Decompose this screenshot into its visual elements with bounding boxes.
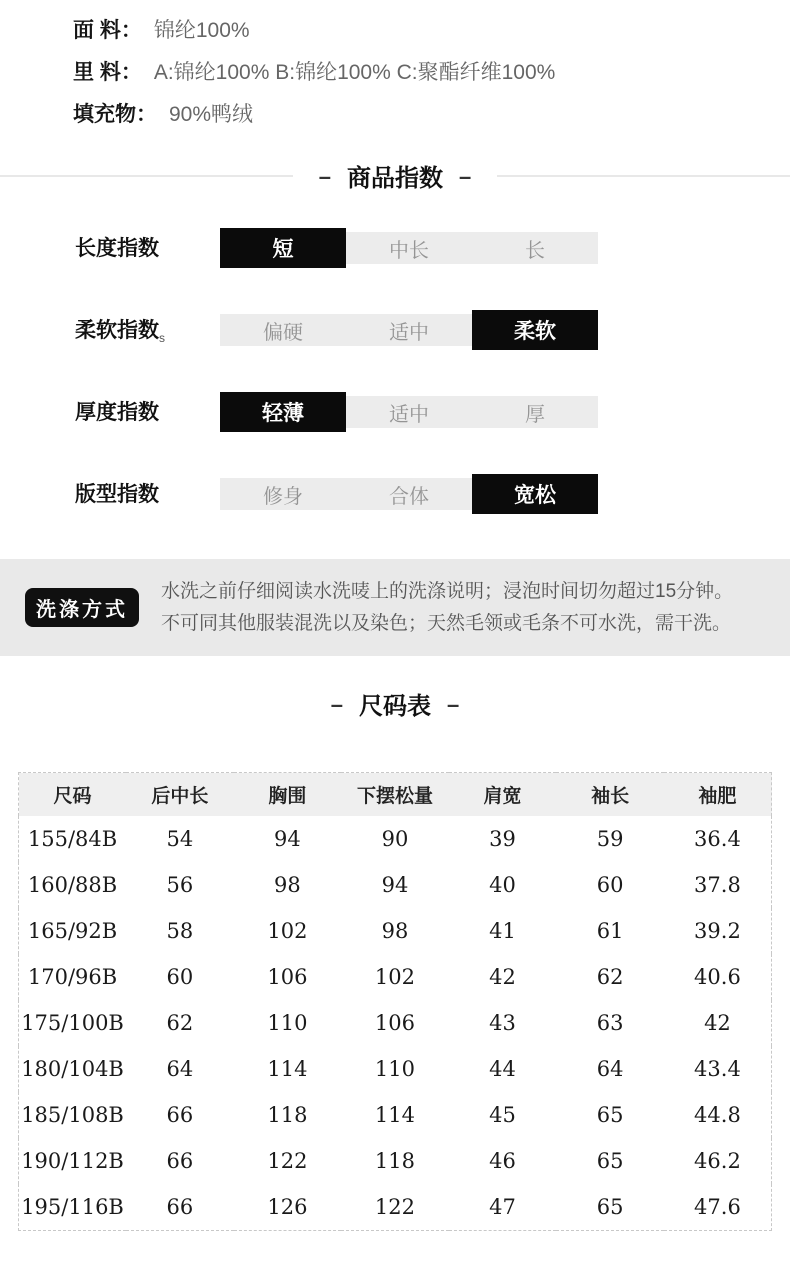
cell: 62 (166, 1011, 194, 1035)
size-chart-title (0, 686, 790, 720)
cell: 65 (596, 1195, 624, 1219)
cell: 66 (166, 1195, 194, 1219)
cell-size: 160/88B (27, 873, 118, 897)
fabric-row-lining (73, 56, 790, 86)
cell: 39 (489, 827, 516, 851)
col-header-back-length: 后中长 (126, 773, 234, 817)
cell: 122 (267, 1149, 308, 1173)
cell: 64 (596, 1057, 624, 1081)
cell: 64 (166, 1057, 194, 1081)
cell-size: 155/84B (27, 827, 118, 851)
wash-instructions-band (0, 559, 790, 656)
cell-size: 180/104B (21, 1057, 124, 1081)
size-table (18, 772, 772, 1231)
index-bar (220, 228, 598, 268)
col-header-size: 尺码 (19, 773, 127, 817)
fabric-row-filling (73, 98, 790, 128)
dash-right: – (447, 692, 460, 717)
wash-line-2: 不可同其他服装混洗以及染色；天然毛领或毛条不可水洗，需干洗。 (161, 612, 732, 634)
cell: 94 (274, 827, 301, 851)
cell: 110 (267, 1011, 308, 1035)
fabric-value: 锦纶100% (153, 19, 250, 42)
index-bar (220, 310, 598, 350)
cell-size: 185/108B (21, 1103, 124, 1127)
cell: 44.8 (694, 1103, 741, 1127)
cell: 40.6 (694, 965, 741, 989)
index-row-label: 厚度指数 (75, 401, 159, 425)
cell: 46 (489, 1149, 516, 1173)
cell: 47 (489, 1195, 516, 1219)
cell-size: 195/116B (21, 1195, 124, 1219)
fabric-label: 面 料： (73, 19, 142, 42)
cell: 41 (489, 919, 516, 943)
product-index-rows (75, 228, 790, 514)
col-header-bust: 胸围 (234, 773, 342, 817)
dash-right: – (459, 164, 472, 189)
index-row-label: 长度指数 (75, 237, 159, 261)
cell: 60 (596, 873, 624, 897)
cell-size: 165/92B (27, 919, 118, 943)
index-bar (220, 474, 598, 514)
cell: 39.2 (694, 919, 741, 943)
cell: 36.4 (694, 827, 741, 851)
fabric-value: A:锦纶100% B:锦纶100% C:聚酯纤维100% (153, 61, 556, 84)
fabric-label: 填充物： (73, 103, 157, 126)
table-row (19, 1092, 772, 1138)
section-title-text: 尺码表 (359, 693, 431, 720)
index-row-label: 版型指数 (75, 483, 159, 507)
table-row (19, 1138, 772, 1184)
index-option-selected: 柔软 (472, 310, 598, 350)
cell: 118 (267, 1103, 308, 1127)
product-index-title (0, 158, 790, 192)
index-row-label: 柔软指数 (75, 319, 159, 343)
index-option: 修身 (220, 478, 346, 510)
size-table-header-row (19, 773, 772, 817)
col-header-sleeve-length: 袖长 (556, 773, 664, 817)
cell-size: 190/112B (21, 1149, 124, 1173)
cell: 43 (489, 1011, 516, 1035)
fabric-info (0, 0, 790, 128)
col-header-sleeve-width: 袖肥 (664, 773, 772, 817)
cell: 102 (374, 965, 416, 989)
index-option-selected: 短 (220, 228, 346, 268)
table-row (19, 1046, 772, 1092)
cell: 59 (596, 827, 624, 851)
cell: 37.8 (694, 873, 741, 897)
cell: 61 (596, 919, 624, 943)
index-row-thickness (75, 392, 790, 432)
cell: 42 (704, 1011, 731, 1035)
cell: 66 (166, 1149, 194, 1173)
col-header-hem: 下摆松量 (341, 773, 449, 817)
cell: 42 (489, 965, 516, 989)
cell-size: 170/96B (27, 965, 118, 989)
dash-left: – (330, 692, 343, 717)
cell: 98 (381, 919, 409, 943)
cell: 43.4 (694, 1057, 741, 1081)
table-row (19, 862, 772, 908)
cell: 106 (374, 1011, 416, 1035)
cell: 46.2 (694, 1149, 741, 1173)
wash-line-1: 水洗之前仔细阅读水洗唛上的洗涤说明；浸泡时间切勿超过15分钟。 (161, 580, 734, 602)
table-row (19, 1184, 772, 1231)
cell: 106 (267, 965, 308, 989)
cell: 66 (166, 1103, 194, 1127)
index-bar (220, 392, 598, 432)
col-header-shoulder: 肩宽 (449, 773, 557, 817)
index-option: 厚 (472, 396, 598, 428)
index-option: 合体 (346, 478, 472, 510)
index-option: 适中 (346, 314, 472, 346)
dash-left: – (318, 164, 331, 189)
cell: 98 (274, 873, 301, 897)
fabric-label: 里 料： (73, 61, 142, 84)
cell: 56 (166, 873, 194, 897)
cell: 60 (166, 965, 194, 989)
index-row-softness (75, 310, 790, 350)
cell: 58 (166, 919, 194, 943)
index-option-selected: 宽松 (472, 474, 598, 514)
cell: 47.6 (694, 1195, 741, 1219)
cell: 54 (166, 827, 194, 851)
cell: 65 (596, 1149, 624, 1173)
section-title-text: 商品指数 (347, 165, 443, 192)
cell: 40 (489, 873, 516, 897)
cell: 122 (374, 1195, 416, 1219)
cell: 62 (596, 965, 624, 989)
index-option: 中长 (346, 232, 472, 264)
cell: 110 (374, 1057, 416, 1081)
table-row (19, 908, 772, 954)
cell: 114 (267, 1057, 308, 1081)
cell: 63 (596, 1011, 624, 1035)
index-option: 适中 (346, 396, 472, 428)
index-row-fit (75, 474, 790, 514)
cell: 90 (381, 827, 409, 851)
cell: 126 (267, 1195, 308, 1219)
cell: 114 (374, 1103, 416, 1127)
wash-method-badge: 洗涤方式 (25, 588, 139, 627)
cell: 65 (596, 1103, 624, 1127)
cell: 102 (267, 919, 308, 943)
cell-size: 175/100B (21, 1011, 124, 1035)
size-table-container (18, 772, 772, 1231)
table-row (19, 816, 772, 862)
cell: 94 (381, 873, 409, 897)
index-row-label-suffix: s (159, 331, 165, 346)
cell: 44 (489, 1057, 516, 1081)
index-row-length (75, 228, 790, 268)
cell: 118 (374, 1149, 416, 1173)
index-option: 长 (472, 232, 598, 264)
index-option: 偏硬 (220, 314, 346, 346)
fabric-row-material (73, 14, 790, 44)
table-row (19, 1000, 772, 1046)
table-row (19, 954, 772, 1000)
index-option-selected: 轻薄 (220, 392, 346, 432)
wash-instructions-text (161, 576, 733, 640)
fabric-value: 90%鸭绒 (169, 103, 254, 126)
cell: 45 (489, 1103, 516, 1127)
